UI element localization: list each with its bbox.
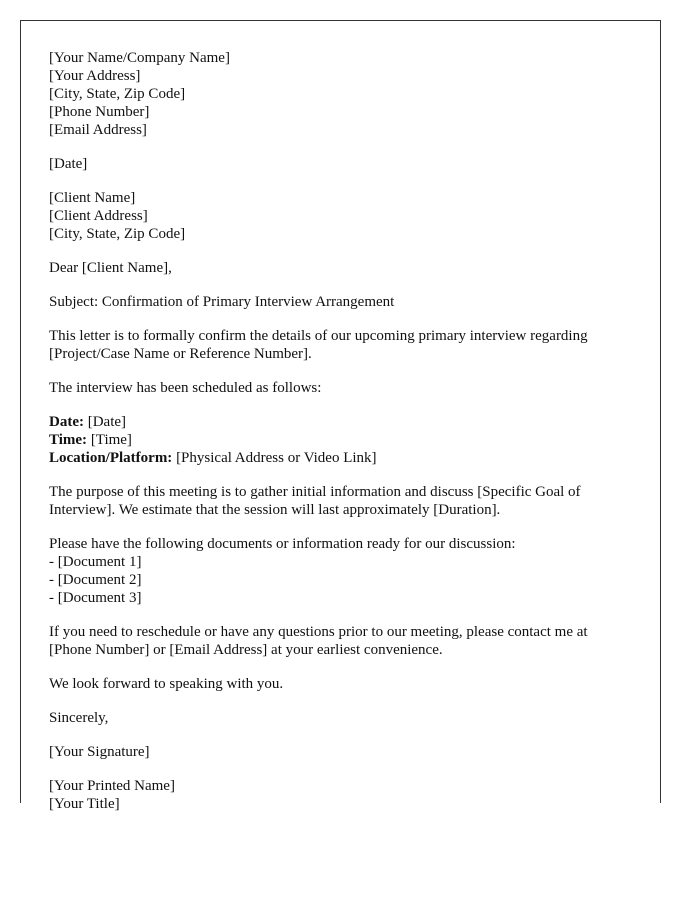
recipient-address: [Client Address]	[49, 208, 148, 224]
sender-city: [City, State, Zip Code]	[49, 86, 186, 102]
document-item: - [Document 2]	[49, 572, 142, 588]
letter-page	[20, 20, 661, 812]
schedule-location-value: [Physical Address or Video Link]	[172, 450, 377, 466]
recipient-city: [City, State, Zip Code]	[49, 226, 186, 242]
subject-line: Subject: Confirmation of Primary Interview Arrangement	[49, 294, 395, 310]
schedule-location-label: Location/Platform:	[49, 450, 173, 466]
printed-name: [Your Printed Name]	[49, 778, 175, 794]
document-item: - [Document 3]	[49, 590, 142, 606]
sender-name: [Your Name/Company Name]	[49, 50, 230, 66]
recipient-block	[49, 189, 632, 243]
letter-date: [Date]	[49, 156, 88, 172]
documents-intro: Please have the following documents or information ready for our discussion:	[49, 536, 516, 552]
salutation: Dear [Client Name],	[49, 260, 172, 276]
sender-phone: [Phone Number]	[49, 104, 150, 120]
schedule-time	[49, 431, 632, 449]
title: [Your Title]	[49, 796, 120, 812]
schedule-intro: The interview has been scheduled as follows:	[49, 380, 322, 396]
signature: [Your Signature]	[49, 744, 150, 760]
closing-line: We look forward to speaking with you.	[49, 676, 284, 692]
schedule-time-value: [Time]	[87, 432, 132, 448]
schedule-date-value: [Date]	[83, 414, 127, 430]
purpose-paragraph: The purpose of this meeting is to gather initial information and discuss [Specific Goal of Interview]. We estimate that the session will last approximately [Duration].	[49, 484, 581, 518]
documents-block	[49, 535, 632, 607]
closing: Sincerely,	[49, 710, 109, 726]
schedule-date-label: Date:	[49, 414, 84, 430]
intro-paragraph: This letter is to formally confirm the details of our upcoming primary interview regarding [Project/Case Name or Reference Number].	[49, 328, 588, 362]
schedule-block	[49, 413, 632, 467]
contact-paragraph: If you need to reschedule or have any questions prior to our meeting, please contact me at [Phone Number] or [Email Address] at your earliest convenience.	[49, 624, 588, 658]
document-item: - [Document 1]	[49, 554, 142, 570]
schedule-date	[49, 413, 632, 431]
signoff-block	[49, 777, 632, 813]
schedule-time-label: Time:	[49, 432, 88, 448]
sender-block	[49, 49, 632, 139]
schedule-location	[49, 449, 632, 467]
sender-email: [Email Address]	[49, 122, 147, 138]
sender-address: [Your Address]	[49, 68, 141, 84]
recipient-name: [Client Name]	[49, 190, 136, 206]
